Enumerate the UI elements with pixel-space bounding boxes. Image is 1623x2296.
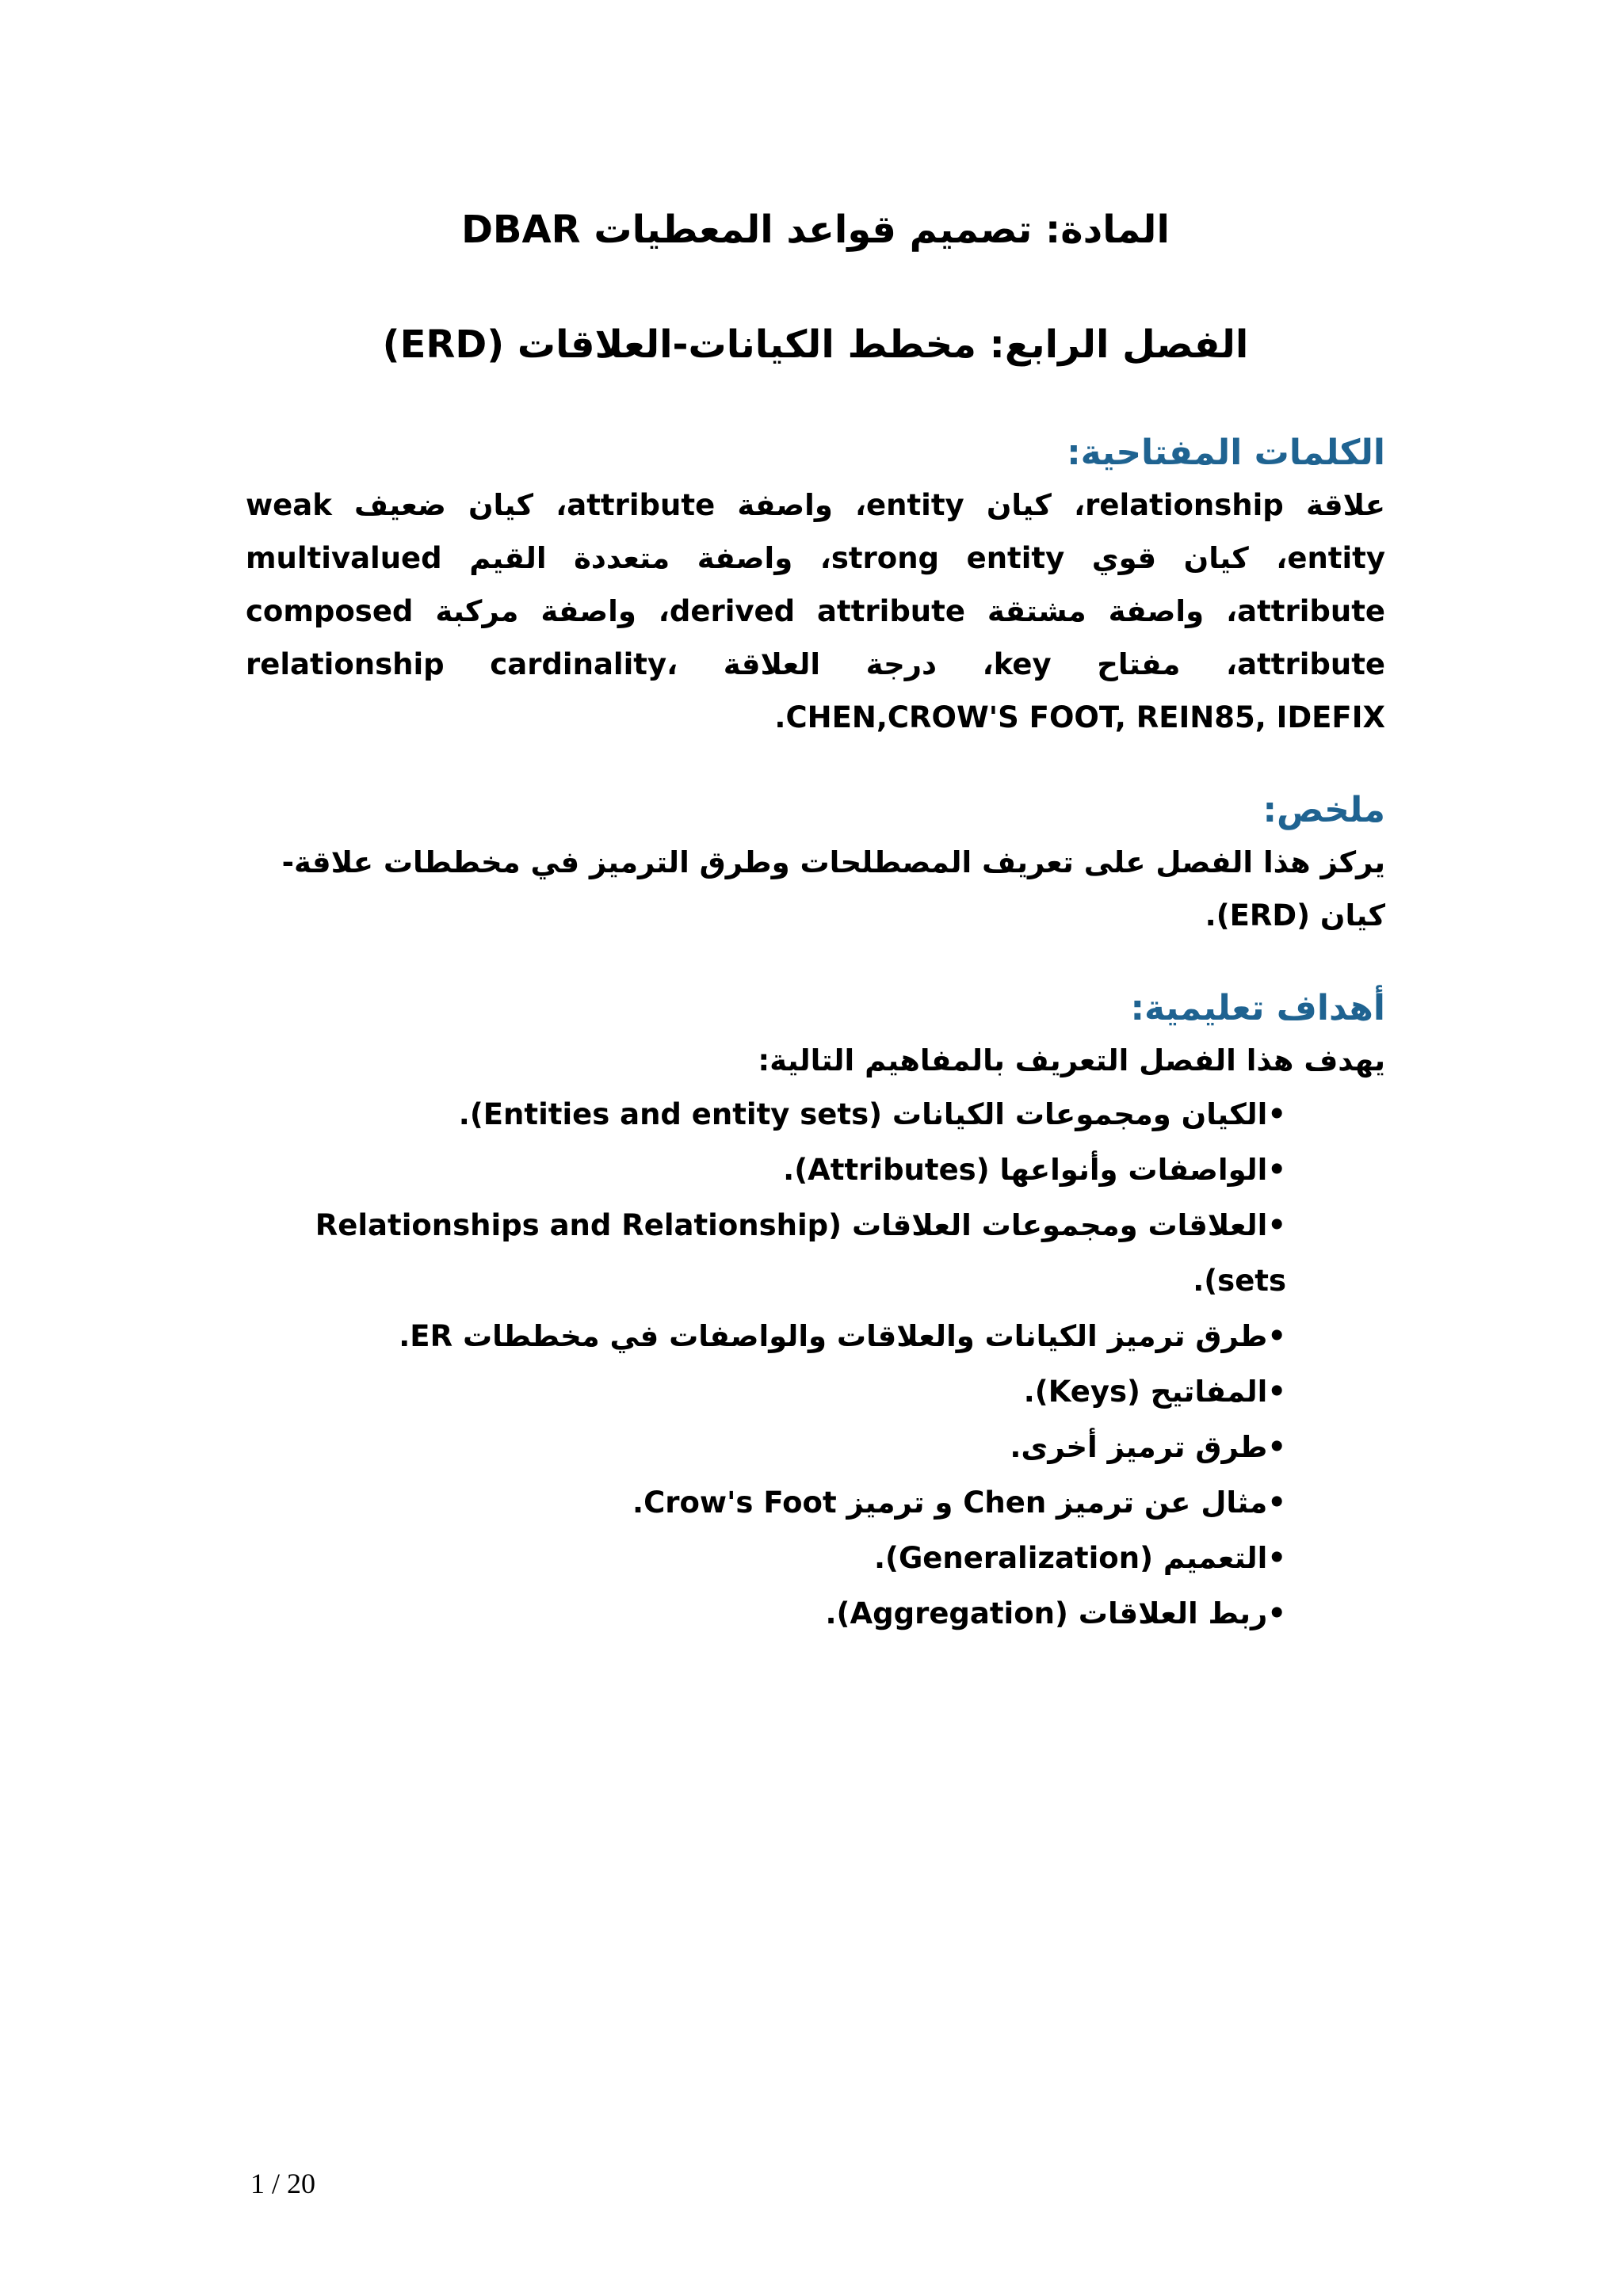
goal-item-text: الواصفات وأنواعها (Attributes). bbox=[783, 1153, 1268, 1187]
goal-item-text: ربط العلاقات (Aggregation). bbox=[825, 1596, 1268, 1630]
bullet-icon: • bbox=[1267, 1375, 1286, 1409]
goals-list bbox=[246, 1087, 1385, 1642]
summary-heading: ملخص: bbox=[1262, 790, 1385, 830]
goal-item-text: طرق ترميز الكيانات والعلاقات والواصفات في مخططات ER. bbox=[399, 1319, 1268, 1353]
goal-item bbox=[246, 1142, 1286, 1198]
page-number: 1 / 20 bbox=[250, 2168, 316, 2199]
goals-intro: يهدف هذا الفصل التعريف بالمفاهيم التالية: bbox=[758, 1043, 1385, 1077]
course-title: المادة: تصميم قواعد المعطيات DBAR bbox=[461, 208, 1170, 252]
goal-item-text: العلاقات ومجموعات العلاقات (Relationships and Relationship sets). bbox=[315, 1208, 1286, 1298]
bullet-icon: • bbox=[1267, 1486, 1286, 1520]
summary-paragraph: يركز هذا الفصل على تعريف المصطلحات وطرق الترميز في مخططات علاقة-كيان (ERD). bbox=[281, 845, 1385, 933]
goal-item-text: الكيان ومجموعات الكيانات (Entities and entity sets). bbox=[458, 1097, 1268, 1131]
goal-item bbox=[246, 1420, 1286, 1475]
bullet-icon: • bbox=[1267, 1097, 1286, 1131]
goals-heading: أهداف تعليمية: bbox=[1130, 988, 1385, 1028]
goal-item bbox=[246, 1087, 1286, 1142]
bullet-icon: • bbox=[1267, 1596, 1286, 1630]
goal-item bbox=[246, 1364, 1286, 1420]
goal-item bbox=[246, 1531, 1286, 1586]
goal-item-text: طرق ترميز أخرى. bbox=[1010, 1430, 1268, 1464]
bullet-icon: • bbox=[1267, 1319, 1286, 1353]
bullet-icon: • bbox=[1267, 1153, 1286, 1187]
page-content bbox=[246, 182, 1385, 1642]
goal-item-text: المفاتيح (Keys). bbox=[1023, 1375, 1268, 1409]
goal-item bbox=[246, 1198, 1286, 1309]
goal-item-text: مثال عن ترميز Chen و ترميز Crow's Foot. bbox=[632, 1486, 1268, 1520]
bullet-icon: • bbox=[1267, 1430, 1286, 1464]
bullet-icon: • bbox=[1267, 1541, 1286, 1575]
goal-item-text: التعميم (Generalization). bbox=[873, 1541, 1268, 1575]
goal-item bbox=[246, 1475, 1286, 1531]
bullet-icon: • bbox=[1267, 1208, 1286, 1242]
chapter-title: الفصل الرابع: مخطط الكيانات-العلاقات (ERD) bbox=[382, 322, 1249, 367]
keywords-heading: الكلمات المفتاحية: bbox=[1067, 433, 1385, 473]
keywords-paragraph: علاقة relationship، كيان entity، واصفة attribute، كيان ضعيف weak entity، كيان قوي strong entity، واصفة متعددة القيم multivalued attribute، واصفة مشتقة derived attribute، واصفة مركبة composed attribute، مفتاح key، درجة العلاقة relationship cardinality، CHEN,CROW'S FOOT, REIN85, IDEFIX. bbox=[246, 488, 1386, 734]
goal-item bbox=[246, 1309, 1286, 1364]
goal-item bbox=[246, 1586, 1286, 1642]
